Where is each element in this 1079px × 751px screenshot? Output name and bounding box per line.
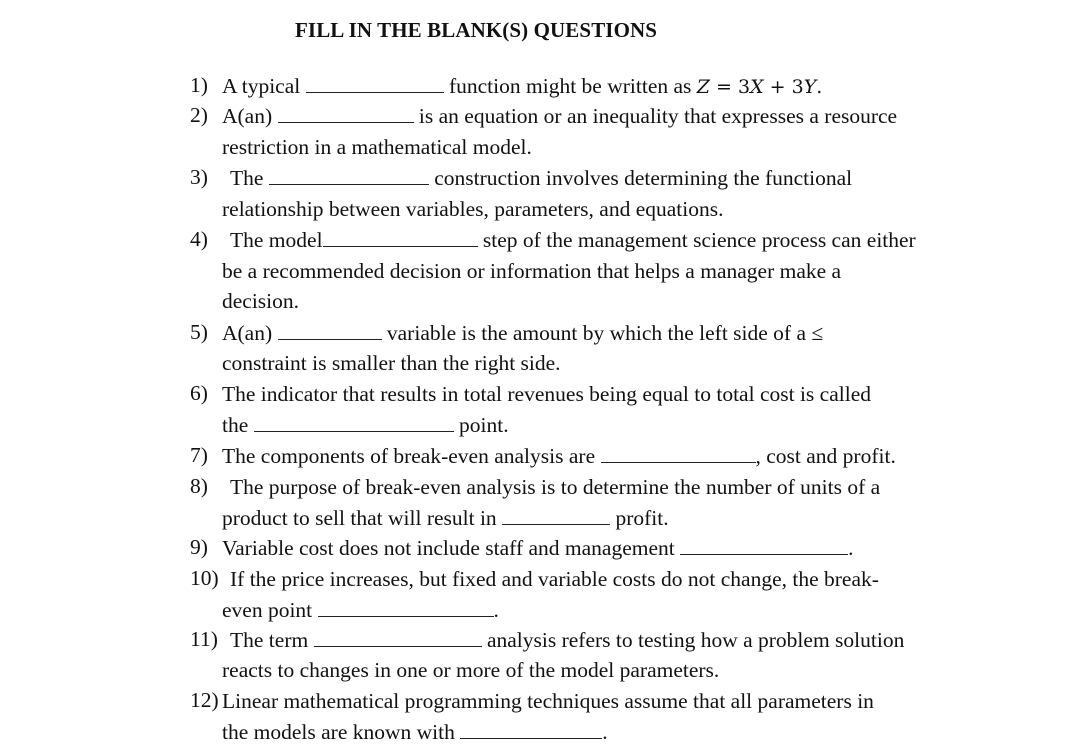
question-number: 6)	[190, 381, 208, 405]
question-text: product to sell that will result in	[222, 506, 497, 530]
answer-blank[interactable]	[278, 104, 414, 123]
answer-blank[interactable]	[460, 720, 602, 739]
question-text: relationship between variables, parameters, and equations.	[222, 197, 724, 221]
question-number: 3)	[190, 165, 208, 189]
question-text: Linear mathematical programming techniques assume that all parameters in	[222, 689, 874, 713]
answer-blank[interactable]	[314, 628, 482, 647]
question-text: construction involves determining the functional	[434, 166, 853, 190]
formula: Z = 3X + 3Y.	[696, 76, 823, 98]
answer-blank[interactable]	[323, 228, 478, 247]
answer-blank[interactable]	[502, 506, 610, 525]
question-number: 1)	[190, 73, 208, 97]
question-number: 2)	[190, 103, 208, 127]
answer-blank[interactable]	[680, 536, 848, 555]
question-number: 10)	[190, 566, 219, 590]
question-text: A typical	[222, 74, 301, 98]
answer-blank[interactable]	[278, 321, 382, 340]
answer-blank[interactable]	[601, 444, 756, 463]
question-text: analysis refers to testing how a problem solution	[486, 628, 905, 652]
page-title: FILL IN THE BLANK(S) QUESTIONS	[295, 18, 658, 42]
question-text: Variable cost does not include staff and management	[222, 536, 675, 560]
question-number: 4)	[190, 227, 208, 251]
answer-blank[interactable]	[269, 166, 429, 185]
answer-blank[interactable]	[318, 598, 494, 617]
question-text: .	[602, 720, 608, 744]
question-text: The	[230, 166, 264, 190]
question-text: variable is the amount by which the left side of a ≤	[386, 321, 824, 345]
question-text: profit.	[615, 506, 669, 530]
question-text: .	[493, 598, 499, 622]
question-text: .	[848, 536, 854, 560]
question-text: even point	[222, 598, 313, 622]
question-text: If the price increases, but fixed and variable costs do not change, the break-	[230, 567, 879, 591]
question-text: The components of break-even analysis are	[222, 444, 596, 468]
question-text: restriction in a mathematical model.	[222, 135, 532, 159]
question-text: point.	[459, 413, 509, 437]
question-text: function might be written as	[448, 74, 692, 98]
question-number: 9)	[190, 535, 208, 559]
question-text: The purpose of break-even analysis is to determine the number of units of a	[230, 475, 881, 499]
question-number: 8)	[190, 474, 208, 498]
question-text: , cost and profit.	[755, 444, 896, 468]
question-text: decision.	[222, 289, 300, 313]
question-number: 5)	[190, 320, 208, 344]
question-text: The term	[230, 628, 309, 652]
question-text: the	[222, 413, 249, 437]
question-text: is an equation or an inequality that expresses a resource	[418, 104, 898, 128]
question-text: be a recommended decision or information that helps a manager make a	[222, 259, 842, 283]
question-number: 11)	[190, 627, 218, 651]
question-text: the models are known with	[222, 720, 455, 744]
question-text: The model	[230, 228, 323, 252]
question-number: 12)	[190, 688, 219, 712]
answer-blank[interactable]	[306, 74, 444, 93]
question-text: step of the management science process can either	[482, 228, 916, 252]
answer-blank[interactable]	[254, 413, 454, 432]
question-text: The indicator that results in total revenues being equal to total cost is called	[222, 382, 871, 406]
question-text: reacts to changes in one or more of the model parameters.	[222, 658, 720, 682]
question-text: constraint is smaller than the right side.	[222, 351, 561, 375]
question-text: A(an)	[222, 321, 273, 345]
question-text: A(an)	[222, 104, 273, 128]
question-number: 7)	[190, 443, 208, 467]
